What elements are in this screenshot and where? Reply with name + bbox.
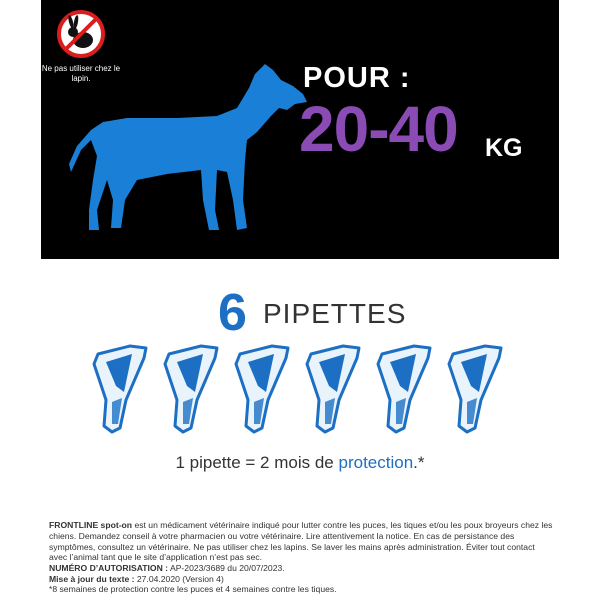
pipette-icon [449,346,501,432]
weight-unit: KG [485,134,523,162]
no-rabbit-icon [57,10,105,58]
pipette-icon [94,346,146,432]
footnote: *8 semaines de protection contre les puces et 4 semaines contre les tiques. [49,584,337,594]
dog-silhouette [67,60,315,235]
duration-prefix: 1 pipette = 2 mois de [175,453,339,472]
authorization-value: AP-2023/3689 du 20/07/2023. [168,563,285,574]
pipette-count: 6 [218,284,247,342]
update-label: Mise à jour du texte : [49,573,135,584]
protection-duration [0,453,600,473]
update-value: 27.04.2020 (Version 4) [134,573,224,584]
hero-banner [41,0,559,259]
legal-body: est un médicament vétérinaire indiqué pour lutter contre les puces, les tiques et/ou les poux broyeurs chez les chiens. Demandez conseil à votre pharmacien ou votre vétérinaire. Lire attentivement la notice. En cas de persistance des symptômes, consultez un vétérinaire. Ne pas utiliser chez les lapins. Se laver les mains après administration. Éviter tout contact avec l’animal tant que le site d’application n’est pas sec. [49,520,553,563]
legal-notice [49,520,555,585]
pipette-icon [307,346,359,432]
weight-range: 20-40 [299,93,458,165]
brand-name: FRONTLINE spot-on [49,520,133,530]
weight-heading: POUR : [303,62,411,94]
pipette-count-label: PIPETTES [263,298,407,329]
pipette-icon [378,346,430,432]
pipettes-illustration [90,336,510,446]
rabbit-warning-text: Ne pas utiliser chez le lapin. [41,64,121,83]
authorization-label: NUMÉRO D’AUTORISATION : [49,563,169,574]
duration-highlight: protection [338,453,414,472]
duration-suffix: .* [413,453,425,472]
pipette-icon [165,346,217,432]
pipette-icon [236,346,288,432]
